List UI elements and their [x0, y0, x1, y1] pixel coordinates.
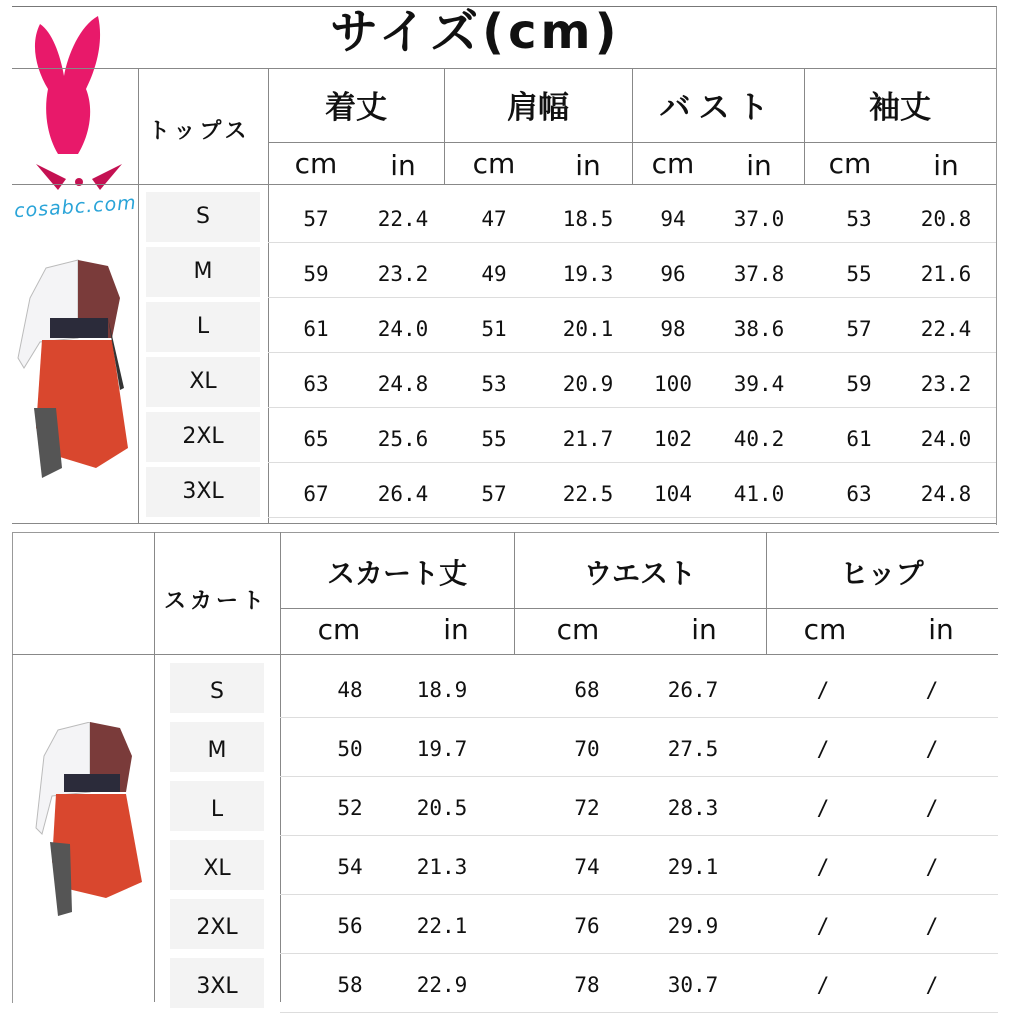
costume-image [16, 258, 136, 498]
table-cell: 53 [481, 372, 507, 396]
table-cell: 55 [481, 427, 507, 451]
logo-text: cosabc.com [13, 191, 138, 223]
table-cell: 20.9 [562, 372, 614, 396]
table-cell: 41.0 [733, 482, 785, 506]
header-length: 着丈 [325, 90, 387, 126]
table-cell: 102 [654, 427, 692, 451]
unit-in: in [443, 613, 469, 646]
divider [12, 68, 996, 69]
table-cell: 72 [574, 796, 600, 820]
table-cell: 65 [303, 427, 329, 451]
table-cell: 38.6 [733, 317, 785, 341]
unit-in: in [575, 149, 601, 182]
table-cell: 22.1 [416, 914, 468, 938]
table-cell: 29.1 [667, 855, 719, 879]
divider [138, 68, 139, 524]
row-divider [268, 242, 996, 243]
unit-cm: cm [294, 147, 338, 180]
size-label: L [196, 314, 210, 339]
unit-cm: cm [556, 613, 600, 646]
table-cell: 56 [337, 914, 363, 938]
table-cell: 61 [846, 427, 872, 451]
table-cell: / [925, 855, 939, 879]
header-hip: ヒップ [840, 557, 924, 590]
row-divider [280, 953, 998, 954]
size-label: 2XL [182, 424, 224, 449]
table-cell: 37.8 [733, 262, 785, 286]
divider [280, 608, 998, 609]
table-cell: 22.9 [416, 973, 468, 997]
table-cell: 96 [660, 262, 686, 286]
row-divider [280, 717, 998, 718]
table-cell: 19.7 [416, 737, 468, 761]
table-cell: 78 [574, 973, 600, 997]
size-label: S [210, 679, 224, 704]
table-cell: 51 [481, 317, 507, 341]
table-cell: 21.7 [562, 427, 614, 451]
unit-in: in [390, 149, 416, 182]
row-divider [268, 517, 996, 518]
table-cell: 57 [481, 482, 507, 506]
table-cell: 24.8 [920, 482, 972, 506]
table-cell: 50 [337, 737, 363, 761]
divider [154, 532, 155, 1002]
tops-label: トップス [148, 119, 251, 144]
table-cell: / [816, 678, 830, 702]
row-divider [280, 776, 998, 777]
table-cell: 24.0 [920, 427, 972, 451]
table-cell: / [816, 796, 830, 820]
row-divider [268, 297, 996, 298]
table-cell: 37.0 [733, 207, 785, 231]
table-cell: 47 [481, 207, 507, 231]
row-divider [280, 894, 998, 895]
unit-in: in [691, 613, 717, 646]
table-cell: 59 [846, 372, 872, 396]
table-cell: 22.4 [920, 317, 972, 341]
table-cell: 61 [303, 317, 329, 341]
table-cell: 74 [574, 855, 600, 879]
size-label: 3XL [182, 479, 224, 504]
table-cell: 39.4 [733, 372, 785, 396]
table-cell: / [925, 796, 939, 820]
divider [12, 523, 996, 524]
table-cell: 21.3 [416, 855, 468, 879]
table-cell: / [816, 973, 830, 997]
table-cell: 18.9 [416, 678, 468, 702]
table-cell: 63 [303, 372, 329, 396]
divider [268, 68, 269, 524]
row-divider [268, 407, 996, 408]
size-label: 2XL [196, 915, 238, 940]
table-cell: 23.2 [377, 262, 429, 286]
table-cell: 18.5 [562, 207, 614, 231]
table-cell: / [925, 678, 939, 702]
table-cell: 94 [660, 207, 686, 231]
table-cell: / [816, 914, 830, 938]
unit-in: in [746, 149, 772, 182]
table-cell: 21.6 [920, 262, 972, 286]
table-cell: 24.8 [377, 372, 429, 396]
table-cell: 70 [574, 737, 600, 761]
unit-cm: cm [651, 147, 695, 180]
divider [12, 654, 998, 655]
table-cell: 49 [481, 262, 507, 286]
table-cell: / [925, 737, 939, 761]
table-cell: 54 [337, 855, 363, 879]
table-cell: 55 [846, 262, 872, 286]
header-bust: バスト [659, 90, 777, 126]
page-title: サイズ(cm) [330, 4, 621, 60]
table-cell: 63 [846, 482, 872, 506]
size-label: M [193, 259, 213, 284]
size-label: XL [203, 856, 231, 881]
table-cell: 26.7 [667, 678, 719, 702]
unit-cm: cm [317, 613, 361, 646]
unit-cm: cm [803, 613, 847, 646]
table-cell: 20.8 [920, 207, 972, 231]
unit-in: in [933, 149, 959, 182]
table-cell: 48 [337, 678, 363, 702]
size-label: S [196, 204, 210, 229]
table-cell: 68 [574, 678, 600, 702]
table-cell: 28.3 [667, 796, 719, 820]
header-sleeve: 袖丈 [869, 90, 931, 126]
size-label: M [207, 738, 227, 763]
unit-in: in [928, 613, 954, 646]
table-cell: 26.4 [377, 482, 429, 506]
size-label: XL [189, 369, 217, 394]
table-cell: 23.2 [920, 372, 972, 396]
table-cell: 20.1 [562, 317, 614, 341]
table-cell: 22.5 [562, 482, 614, 506]
size-label: 3XL [196, 974, 238, 999]
table-cell: 40.2 [733, 427, 785, 451]
table-cell: / [925, 973, 939, 997]
table-cell: 57 [303, 207, 329, 231]
unit-cm: cm [828, 147, 872, 180]
table-cell: 98 [660, 317, 686, 341]
header-skirt-length: スカート丈 [326, 557, 467, 590]
table-cell: 22.4 [377, 207, 429, 231]
table-cell: 24.0 [377, 317, 429, 341]
table-cell: / [925, 914, 939, 938]
row-divider [280, 835, 998, 836]
table-cell: 67 [303, 482, 329, 506]
table-cell: 25.6 [377, 427, 429, 451]
table-cell: 30.7 [667, 973, 719, 997]
table-cell: 20.5 [416, 796, 468, 820]
table-cell: 19.3 [562, 262, 614, 286]
header-shoulder: 肩幅 [507, 90, 569, 126]
table-cell: 76 [574, 914, 600, 938]
costume-image [34, 722, 152, 918]
row-divider [268, 462, 996, 463]
table-cell: 59 [303, 262, 329, 286]
table-cell: / [816, 855, 830, 879]
size-label: L [210, 797, 224, 822]
table-cell: 53 [846, 207, 872, 231]
table-cell: 104 [654, 482, 692, 506]
table-cell: 52 [337, 796, 363, 820]
row-divider [268, 352, 996, 353]
unit-cm: cm [472, 147, 516, 180]
header-waist: ウエスト [583, 557, 696, 590]
table-cell: / [816, 737, 830, 761]
table-cell: 57 [846, 317, 872, 341]
divider [12, 184, 996, 185]
skirt-label: スカート [164, 589, 269, 614]
table-cell: 29.9 [667, 914, 719, 938]
table-cell: 27.5 [667, 737, 719, 761]
table-cell: 58 [337, 973, 363, 997]
table-cell: 100 [654, 372, 692, 396]
